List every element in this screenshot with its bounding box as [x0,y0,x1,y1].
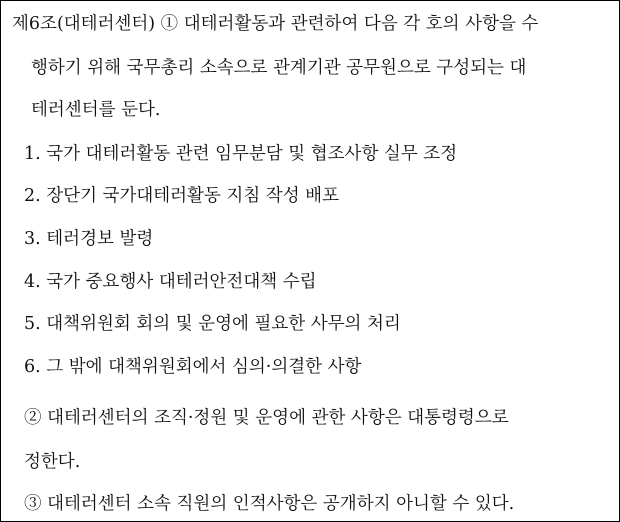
list-item-1: 1. 국가 대테러활동 관련 임무분담 및 협조사항 실무 조정 [24,144,458,164]
list-item-6: 6. 그 밖에 대책위원회에서 심의·의결한 사항 [24,357,362,377]
list-item-2: 2. 장단기 국가대테러활동 지침 작성 배포 [24,186,339,206]
clause-2-line-2: 정한다. [24,452,81,472]
article-heading-line-3: 테러센터를 둔다. [31,100,161,120]
article-heading-line-2: 행하기 위해 국무총리 소속으로 관계기관 공무원으로 구성되는 대 [31,58,527,78]
list-item-3: 3. 테러경보 발령 [24,229,154,249]
list-item-5: 5. 대책위원회 회의 및 운영에 필요한 사무의 처리 [24,314,401,334]
article-heading-line-1: 제6조(대테러센터) ① 대테러활동과 관련하여 다음 각 호의 사항을 수 [12,14,539,34]
clause-3-line-1: ③ 대테러센터 소속 직원의 인적사항은 공개하지 아니할 수 있다. [24,494,515,514]
list-item-4: 4. 국가 중요행사 대테러안전대책 수립 [24,272,317,292]
clause-2-line-1: ② 대테러센터의 조직·정원 및 운영에 관한 사항은 대통령령으로 [24,408,509,428]
